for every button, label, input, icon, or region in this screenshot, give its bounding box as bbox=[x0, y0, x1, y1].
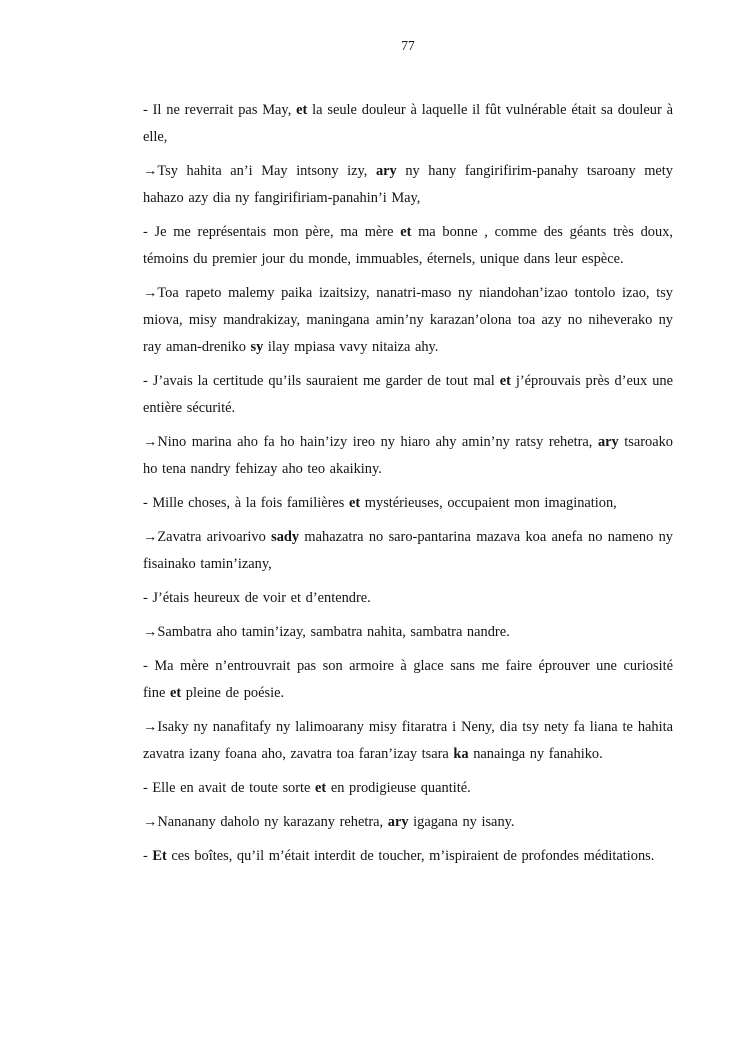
bold-conjunction: et bbox=[499, 373, 511, 389]
page-number: 77 bbox=[401, 38, 415, 53]
text-segment: j’éprouvais près d’eux une entière sécurité. bbox=[143, 373, 673, 416]
bold-conjunction: et bbox=[400, 224, 412, 240]
text-segment: pleine de poésie. bbox=[181, 685, 285, 701]
text-segment: →Nino marina aho fa ho hain’izy ireo ny hiaro ahy amin’ny ratsy rehetra, bbox=[143, 434, 598, 450]
text-segment: ces boîtes, qu’il m’était interdit de toucher, m’ispiraient de profondes méditations. bbox=[166, 848, 655, 864]
paragraph bbox=[143, 490, 673, 517]
bold-conjunction: ary bbox=[375, 163, 397, 179]
text-segment: igagana ny isany. bbox=[408, 814, 515, 830]
text-segment: - J’avais la certitude qu’ils sauraient me garder de tout mal bbox=[143, 373, 500, 389]
paragraph bbox=[143, 429, 673, 483]
paragraph bbox=[143, 219, 673, 273]
text-segment: tsaroako ho tena nandry fehizay aho teo akaikiny. bbox=[143, 434, 673, 477]
paragraph bbox=[143, 619, 673, 646]
paragraph bbox=[143, 775, 673, 802]
paragraph bbox=[143, 368, 673, 422]
text-segment: ny hany fangirifirim-panahy tsaroany mety hahazo azy dia ny fangirifiriam-panahin’i May, bbox=[143, 163, 674, 206]
paragraph bbox=[143, 585, 673, 612]
text-segment: →Isaky ny nanafitafy ny lalimoarany misy fitaratra i Neny, dia tsy nety fa liana te hahita zavatra izany foana aho, zavatra toa faran’izay tsara bbox=[143, 719, 673, 762]
text-segment: - J’étais heureux de voir et d’entendre. bbox=[143, 590, 371, 606]
bold-conjunction: et bbox=[349, 495, 361, 511]
paragraph bbox=[143, 158, 673, 212]
bold-conjunction: ary bbox=[387, 814, 409, 830]
bold-conjunction: sady bbox=[271, 529, 300, 545]
text-segment: mahazatra no saro-pantarina mazava koa anefa no nameno ny fisainako tamin’izany, bbox=[143, 529, 673, 572]
text-segment: mystérieuses, occupaient mon imagination, bbox=[360, 495, 617, 511]
text-segment: - Il ne reverrait pas May, bbox=[143, 102, 297, 118]
text-segment: - Mille choses, à la fois familières bbox=[143, 495, 350, 511]
bold-conjunction: ka bbox=[453, 746, 469, 762]
paragraph bbox=[143, 653, 673, 707]
text-segment: nanainga ny fanahiko. bbox=[468, 746, 603, 762]
text-segment: ilay mpiasa vavy nitaiza ahy. bbox=[263, 339, 439, 355]
paragraph bbox=[143, 524, 673, 578]
bold-conjunction: sy bbox=[250, 339, 264, 355]
text-segment: →Zavatra arivoarivo bbox=[143, 529, 272, 545]
paragraph bbox=[143, 714, 673, 768]
bold-conjunction: Et bbox=[152, 848, 167, 864]
paragraph bbox=[143, 280, 673, 361]
bold-conjunction: et bbox=[169, 685, 182, 701]
text-segment: - Je me représentais mon père, ma mère bbox=[143, 224, 401, 240]
paragraph bbox=[143, 809, 673, 836]
paragraph bbox=[143, 97, 673, 151]
text-segment: - bbox=[143, 848, 153, 864]
text-segment: →Toa rapeto malemy paika izaitsizy, nanatri-maso ny niandohan’izao tontolo izao, tsy miova, misy mandrakizay, maningana amin’ny karazan’olona toa azy no niheverako ny ray aman-dreniko bbox=[143, 285, 673, 355]
bold-conjunction: ary bbox=[597, 434, 619, 450]
text-segment: ma bonne , comme des géants très doux, témoins du premier jour du monde, immuables, éternels, unique dans leur espèce. bbox=[143, 224, 673, 267]
bold-conjunction: et bbox=[296, 102, 308, 118]
paragraph bbox=[143, 843, 673, 870]
text-segment: la seule douleur à laquelle il fût vulnérable était sa douleur à elle, bbox=[143, 102, 673, 145]
bold-conjunction: et bbox=[315, 780, 327, 796]
text-segment: →Sambatra aho tamin’izay, sambatra nahita, sambatra nandre. bbox=[143, 624, 510, 640]
text-segment: →Nananany daholo ny karazany rehetra, bbox=[143, 814, 388, 830]
text-block bbox=[143, 97, 673, 877]
text-segment: en prodigieuse quantité. bbox=[326, 780, 471, 796]
text-segment: - Ma mère n’entrouvrait pas son armoire à glace sans me faire éprouver une curiosité fine bbox=[143, 658, 673, 701]
text-segment: - Elle en avait de toute sorte bbox=[143, 780, 316, 796]
text-segment: →Tsy hahita an’i May intsony izy, bbox=[143, 163, 376, 179]
